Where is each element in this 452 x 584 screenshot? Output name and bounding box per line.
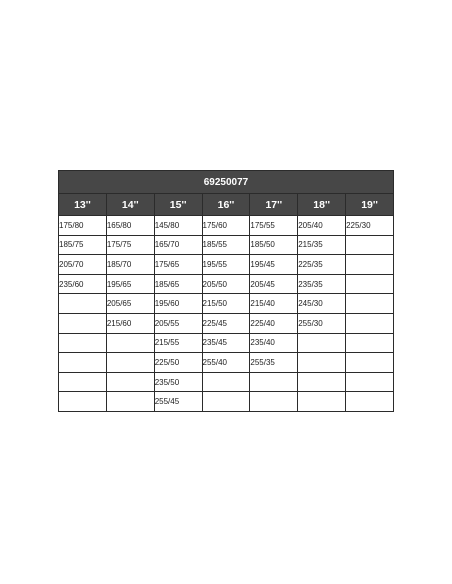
table-cell: 205/50	[202, 274, 250, 294]
table-cell: 255/45	[154, 392, 202, 412]
table-cell	[59, 372, 107, 392]
table-cell: 185/55	[202, 235, 250, 255]
table-cell: 255/35	[250, 353, 298, 373]
column-header: 18''	[298, 194, 346, 216]
table-cell: 215/55	[154, 333, 202, 353]
table-row	[59, 333, 394, 353]
table-cell	[346, 235, 394, 255]
table-cell	[346, 372, 394, 392]
table-cell: 235/45	[202, 333, 250, 353]
table-cell: 185/50	[250, 235, 298, 255]
table-cell: 175/65	[154, 255, 202, 275]
table-row	[59, 372, 394, 392]
table-cell	[298, 333, 346, 353]
table-cell	[106, 353, 154, 373]
table-cell	[346, 333, 394, 353]
table-cell: 245/30	[298, 294, 346, 314]
table-row	[59, 235, 394, 255]
table-cell: 235/40	[250, 333, 298, 353]
table-cell: 195/60	[154, 294, 202, 314]
table-cell: 145/80	[154, 216, 202, 236]
table-cell	[106, 372, 154, 392]
table-cell	[298, 372, 346, 392]
table-cell: 215/60	[106, 313, 154, 333]
table-cell: 175/60	[202, 216, 250, 236]
table-cell: 195/55	[202, 255, 250, 275]
table-row	[59, 274, 394, 294]
table-cell	[298, 392, 346, 412]
column-header: 13''	[59, 194, 107, 216]
table-cell	[250, 392, 298, 412]
table-cell: 205/40	[298, 216, 346, 236]
table-cell	[346, 255, 394, 275]
table-cell: 255/40	[202, 353, 250, 373]
table-cell: 215/50	[202, 294, 250, 314]
table-cell: 215/35	[298, 235, 346, 255]
table-cell: 205/45	[250, 274, 298, 294]
table-cell: 195/65	[106, 274, 154, 294]
table-cell	[202, 392, 250, 412]
table-body	[59, 216, 394, 412]
column-header: 17''	[250, 194, 298, 216]
table-cell: 185/70	[106, 255, 154, 275]
table-cell	[106, 392, 154, 412]
table-cell: 255/30	[298, 313, 346, 333]
table-cell	[106, 333, 154, 353]
table-row	[59, 216, 394, 236]
table-title: 69250077	[59, 171, 394, 194]
table-row	[59, 294, 394, 314]
table-cell	[346, 274, 394, 294]
table-cell: 235/60	[59, 274, 107, 294]
column-header: 19''	[346, 194, 394, 216]
table-cell	[59, 392, 107, 412]
table-cell	[59, 294, 107, 314]
table-cell	[346, 294, 394, 314]
table-row	[59, 392, 394, 412]
table-cell: 235/50	[154, 372, 202, 392]
table-cell: 165/80	[106, 216, 154, 236]
table-cell	[202, 372, 250, 392]
table-cell: 175/80	[59, 216, 107, 236]
table-cell: 175/55	[250, 216, 298, 236]
table-cell	[346, 353, 394, 373]
table-cell	[59, 313, 107, 333]
table-cell: 205/55	[154, 313, 202, 333]
table-cell: 175/75	[106, 235, 154, 255]
table-cell: 225/45	[202, 313, 250, 333]
table-cell: 225/40	[250, 313, 298, 333]
column-header: 14''	[106, 194, 154, 216]
table-cell: 195/45	[250, 255, 298, 275]
table-header-row	[59, 194, 394, 216]
table-cell: 235/35	[298, 274, 346, 294]
table-row	[59, 313, 394, 333]
table-cell: 215/40	[250, 294, 298, 314]
table-cell: 225/50	[154, 353, 202, 373]
table-cell	[59, 353, 107, 373]
table-row	[59, 255, 394, 275]
table-cell: 205/65	[106, 294, 154, 314]
table-row	[59, 353, 394, 373]
table-cell: 185/75	[59, 235, 107, 255]
table-cell: 225/30	[346, 216, 394, 236]
table-cell: 225/35	[298, 255, 346, 275]
table-cell	[346, 392, 394, 412]
table-cell: 205/70	[59, 255, 107, 275]
table-cell	[250, 372, 298, 392]
column-header: 16''	[202, 194, 250, 216]
table-title-row	[59, 171, 394, 194]
table-cell	[59, 333, 107, 353]
column-header: 15''	[154, 194, 202, 216]
table-cell	[298, 353, 346, 373]
table-cell	[346, 313, 394, 333]
table-cell: 165/70	[154, 235, 202, 255]
table-cell: 185/65	[154, 274, 202, 294]
tire-size-table	[58, 170, 394, 412]
